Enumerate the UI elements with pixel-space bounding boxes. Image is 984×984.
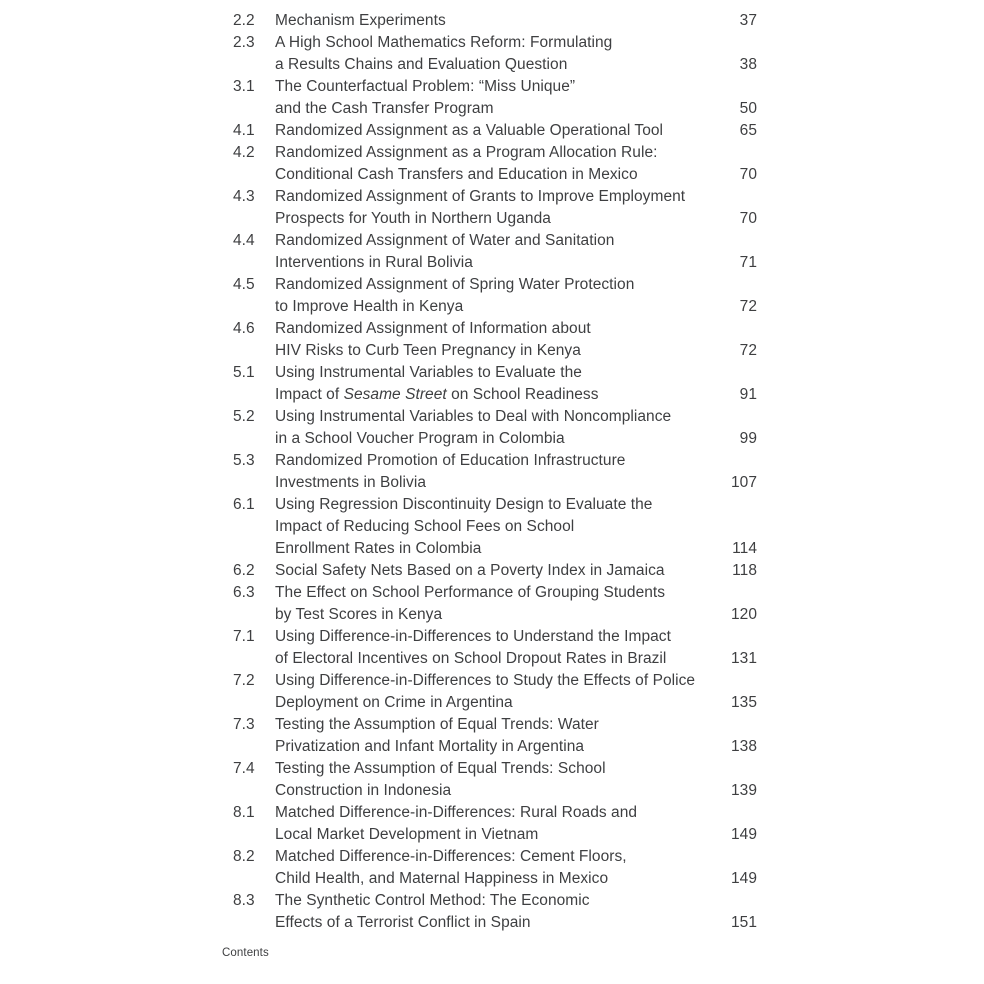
title-line [275,120,663,142]
title-segment: Construction in Indonesia [275,782,452,799]
entry-page-number: 37 [739,12,757,29]
entry-title [275,362,599,406]
title-line [275,648,671,670]
title-segment: Testing the Assumption of Equal Trends: School [275,760,606,777]
title-segment: Local Market Development in Vietnam [275,826,539,843]
title-line [275,208,685,230]
title-line [275,692,695,714]
title-segment: Testing the Assumption of Equal Trends: Water [275,716,599,733]
title-segment: Using Instrumental Variables to Evaluate the [275,364,582,381]
title-segment: Deployment on Crime in Argentina [275,694,513,711]
entry-title [275,186,685,230]
entry-page-number: 99 [739,430,757,447]
title-segment: Enrollment Rates in Colombia [275,540,482,557]
toc-entry [233,450,757,494]
title-line [275,296,634,318]
title-segment: Randomized Assignment of Information about [275,320,591,337]
toc-entry [233,274,757,318]
entry-number: 4.5 [233,276,255,293]
title-line [275,868,627,890]
title-line [275,76,575,98]
toc-entry [233,76,757,120]
entry-number: 7.4 [233,760,255,777]
title-segment: on School Readiness [446,386,599,403]
entry-title [275,626,671,670]
entry-number: 5.2 [233,408,255,425]
entry-title [275,670,695,714]
title-segment: Impact of Reducing School Fees on School [275,518,575,535]
title-segment: Prospects for Youth in Northern Uganda [275,210,551,227]
entry-page-number: 151 [730,914,757,931]
entry-title [275,10,446,32]
entry-title [275,802,637,846]
entry-number: 7.1 [233,628,255,645]
entry-title [275,32,612,76]
title-segment: The Effect on School Performance of Grouping Students [275,584,666,601]
title-segment: Conditional Cash Transfers and Education in Mexico [275,166,638,183]
title-line [275,890,590,912]
title-segment: of Electoral Incentives on School Dropout Rates in Brazil [275,650,667,667]
toc-entry [233,802,757,846]
title-segment: by Test Scores in Kenya [275,606,443,623]
entry-page-number: 91 [739,386,757,403]
title-line [275,10,446,32]
title-segment: Matched Difference-in-Differences: Rural Roads and [275,804,638,821]
title-line [275,494,652,516]
title-line [275,450,625,472]
title-line [275,54,612,76]
entry-title [275,758,606,802]
title-line [275,164,658,186]
entry-page-number: 118 [732,562,757,579]
title-line [275,252,614,274]
title-line [275,32,612,54]
title-line [275,362,599,384]
entry-page-number: 70 [739,166,757,183]
title-segment: and the Cash Transfer Program [275,100,494,117]
title-line [275,186,685,208]
title-segment: Randomized Assignment as a Program Allocation Rule: [275,144,658,161]
entry-number: 2.2 [233,12,255,29]
entry-number: 7.3 [233,716,255,733]
entry-title [275,846,627,890]
title-line [275,824,637,846]
entry-number: 7.2 [233,672,255,689]
title-segment: Privatization and Infant Mortality in Argentina [275,738,585,755]
title-segment: Randomized Assignment of Grants to Improve Employment [275,188,686,205]
entry-number: 6.1 [233,496,255,513]
title-segment: Using Difference-in-Differences to Study the Effects of Police [275,672,696,689]
toc-entry [233,186,757,230]
title-segment: Investments in Bolivia [275,474,426,491]
title-line [275,230,614,252]
entry-page-number: 107 [730,474,757,491]
title-segment: Interventions in Rural Bolivia [275,254,473,271]
title-segment: Randomized Assignment of Water and Sanitation [275,232,615,249]
entry-page-number: 149 [730,870,757,887]
title-line [275,274,634,296]
entry-page-number: 38 [739,56,757,73]
title-segment: a Results Chains and Evaluation Question [275,56,568,73]
title-line [275,912,590,934]
entry-title [275,890,590,934]
entry-page-number: 131 [730,650,757,667]
toc-entry [233,626,757,670]
title-line [275,758,606,780]
entry-page-number: 50 [739,100,757,117]
title-line [275,736,599,758]
toc-entry [233,494,757,560]
title-segment: in a School Voucher Program in Colombia [275,430,565,447]
entry-number: 6.3 [233,584,255,601]
toc-entry [233,142,757,186]
title-line [275,714,599,736]
toc-entry [233,582,757,626]
entry-title [275,76,575,120]
title-segment: A High School Mathematics Reform: Formulating [275,34,613,51]
entry-page-number: 139 [730,782,757,799]
title-segment: Mechanism Experiments [275,12,446,29]
title-line [275,802,637,824]
entry-number: 5.1 [233,364,255,381]
title-segment: Effects of a Terrorist Conflict in Spain [275,914,531,931]
entry-page-number: 65 [739,122,757,139]
title-segment: Using Difference-in-Differences to Understand the Impact [275,628,671,645]
entry-page-number: 72 [739,342,757,359]
toc-entry [233,406,757,450]
entry-number: 4.4 [233,232,255,249]
toc-entry [233,560,757,582]
entry-title [275,406,671,450]
entry-title [275,714,599,758]
title-segment: HIV Risks to Curb Teen Pregnancy in Kenya [275,342,581,359]
title-line [275,340,591,362]
title-segment: Impact of [275,386,344,403]
title-segment: The Counterfactual Problem: “Miss Unique” [275,78,576,95]
toc-entry [233,10,757,32]
title-line [275,780,606,802]
running-footer-contents: Contents [222,947,269,959]
entry-number: 5.3 [233,452,255,469]
title-line [275,428,671,450]
entry-number: 8.1 [233,804,255,821]
title-line [275,846,627,868]
title-line [275,560,665,582]
toc-entry [233,32,757,76]
entry-page-number: 138 [730,738,757,755]
entry-title [275,230,614,274]
entry-page-number: 135 [730,694,757,711]
title-segment: The Synthetic Control Method: The Economic [275,892,590,909]
entry-number: 4.2 [233,144,255,161]
entry-title [275,120,663,142]
entry-page-number: 72 [739,298,757,315]
toc-entry [233,318,757,362]
entry-number: 2.3 [233,34,255,51]
entry-number: 8.2 [233,848,255,865]
title-segment: Using Instrumental Variables to Deal with Noncompliance [275,408,672,425]
entry-number: 4.1 [233,122,255,139]
toc-entry [233,846,757,890]
title-segment: Using Regression Discontinuity Design to Evaluate the [275,496,653,513]
entry-title [275,560,665,582]
entry-page-number: 114 [732,540,757,557]
title-line [275,318,591,340]
entry-title [275,494,652,560]
title-segment: Randomized Assignment as a Valuable Operational Tool [275,122,664,139]
entry-number: 8.3 [233,892,255,909]
title-line [275,582,665,604]
entry-page-number: 71 [739,254,757,271]
entry-page-number: 70 [739,210,757,227]
table-of-contents-list [233,10,757,934]
title-line [275,472,625,494]
entry-number: 4.3 [233,188,255,205]
entry-title [275,274,634,318]
toc-entry [233,230,757,274]
title-segment: Randomized Assignment of Spring Water Protection [275,276,635,293]
title-line [275,538,652,560]
title-segment: to Improve Health in Kenya [275,298,464,315]
title-segment-italic: Sesame Street [343,386,447,403]
title-line [275,670,695,692]
entry-number: 3.1 [233,78,255,95]
toc-entry [233,758,757,802]
title-segment: Social Safety Nets Based on a Poverty Index in Jamaica [275,562,665,579]
title-segment: Matched Difference-in-Differences: Cement Floors, [275,848,627,865]
entry-number: 6.2 [233,562,255,579]
toc-entry [233,362,757,406]
entry-page-number: 149 [730,826,757,843]
entry-title [275,582,665,626]
title-segment: Child Health, and Maternal Happiness in Mexico [275,870,609,887]
title-line [275,604,665,626]
title-segment: Randomized Promotion of Education Infrastructure [275,452,626,469]
title-line [275,98,575,120]
toc-entry [233,120,757,142]
entry-page-number: 120 [730,606,757,623]
entry-title [275,142,658,186]
title-line [275,626,671,648]
title-line [275,406,671,428]
entry-title [275,318,591,362]
title-line [275,142,658,164]
entry-number: 4.6 [233,320,255,337]
toc-entry [233,714,757,758]
entry-title [275,450,625,494]
title-line [275,384,599,406]
title-line [275,516,652,538]
toc-entry [233,670,757,714]
toc-entry [233,890,757,934]
